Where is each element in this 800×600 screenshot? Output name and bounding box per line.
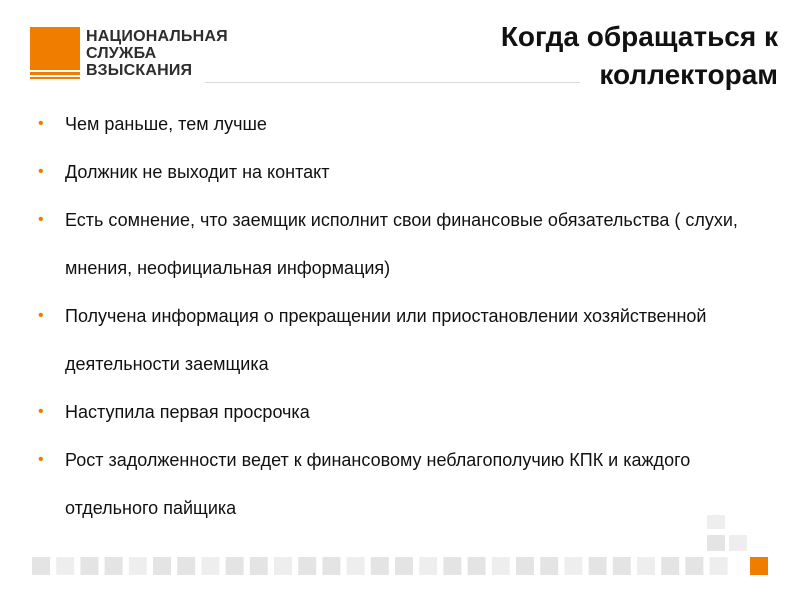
bullet-text: Чем раньше, тем лучше	[65, 114, 267, 134]
decor-tile	[516, 557, 534, 575]
decor-tile	[371, 557, 389, 575]
decor-tile	[419, 557, 437, 575]
decor-tile	[661, 557, 679, 575]
logo-line-3: ВЗЫСКАНИЯ	[86, 62, 193, 79]
decor-tile	[56, 557, 74, 575]
logo-text	[86, 28, 228, 79]
decor-tile	[32, 557, 50, 575]
decor-tile	[298, 557, 316, 575]
decor-tile	[395, 557, 413, 575]
bullet-marker: •	[38, 211, 44, 228]
bullet-text: Наступила первая просрочка	[65, 402, 310, 422]
decor-tile	[589, 557, 607, 575]
decor-tile	[105, 557, 123, 575]
decor-tile	[710, 557, 728, 575]
decor-tile	[540, 557, 558, 575]
decor-tile	[492, 557, 510, 575]
bullet-list	[38, 100, 758, 532]
company-logo	[30, 27, 250, 87]
bullet-item	[38, 100, 758, 148]
bullet-marker: •	[38, 451, 44, 468]
bullet-marker: •	[38, 115, 44, 132]
decor-tile	[226, 557, 244, 575]
decor-tile	[250, 557, 268, 575]
bullet-item	[38, 148, 758, 196]
decor-tile	[177, 557, 195, 575]
decor-tile	[729, 535, 747, 551]
decor-tile	[468, 557, 486, 575]
decor-tile	[274, 557, 292, 575]
bullet-item	[38, 436, 758, 532]
bullet-marker: •	[38, 403, 44, 420]
bullet-item	[38, 292, 758, 388]
bullet-marker: •	[38, 163, 44, 180]
bullet-text: Должник не выходит на контакт	[65, 162, 330, 182]
decor-tile	[685, 557, 703, 575]
decor-tile	[80, 557, 98, 575]
bullet-item	[38, 196, 758, 292]
decor-tile	[129, 557, 147, 575]
decor-tile	[637, 557, 655, 575]
decor-tile	[322, 557, 340, 575]
logo-line-1: НАЦИОНАЛЬНАЯ	[86, 28, 228, 45]
bullet-text: Рост задолженности ведет к финансовому неблагополучию КПК и каждого отдельного пайщика	[65, 450, 691, 518]
logo-mark-icon	[30, 27, 80, 79]
decor-tile	[347, 557, 365, 575]
decor-tile	[564, 557, 582, 575]
logo-line-2: СЛУЖБА	[86, 45, 157, 62]
accent-tile	[750, 557, 768, 575]
decor-tile	[201, 557, 219, 575]
decor-tile	[443, 557, 461, 575]
slide-title: Когда обращаться к коллекторам	[500, 21, 778, 90]
bullet-marker: •	[38, 307, 44, 324]
decor-tile	[153, 557, 171, 575]
bullet-text: Есть сомнение, что заемщик исполнит свои финансовые обязательства ( слухи, мнения, неофициальная информация)	[65, 210, 738, 278]
decor-tile	[613, 557, 631, 575]
bullet-text: Получена информация о прекращении или приостановлении хозяйственной деятельности заемщика	[65, 306, 707, 374]
bullet-item	[38, 388, 758, 436]
decor-tile	[707, 535, 725, 551]
